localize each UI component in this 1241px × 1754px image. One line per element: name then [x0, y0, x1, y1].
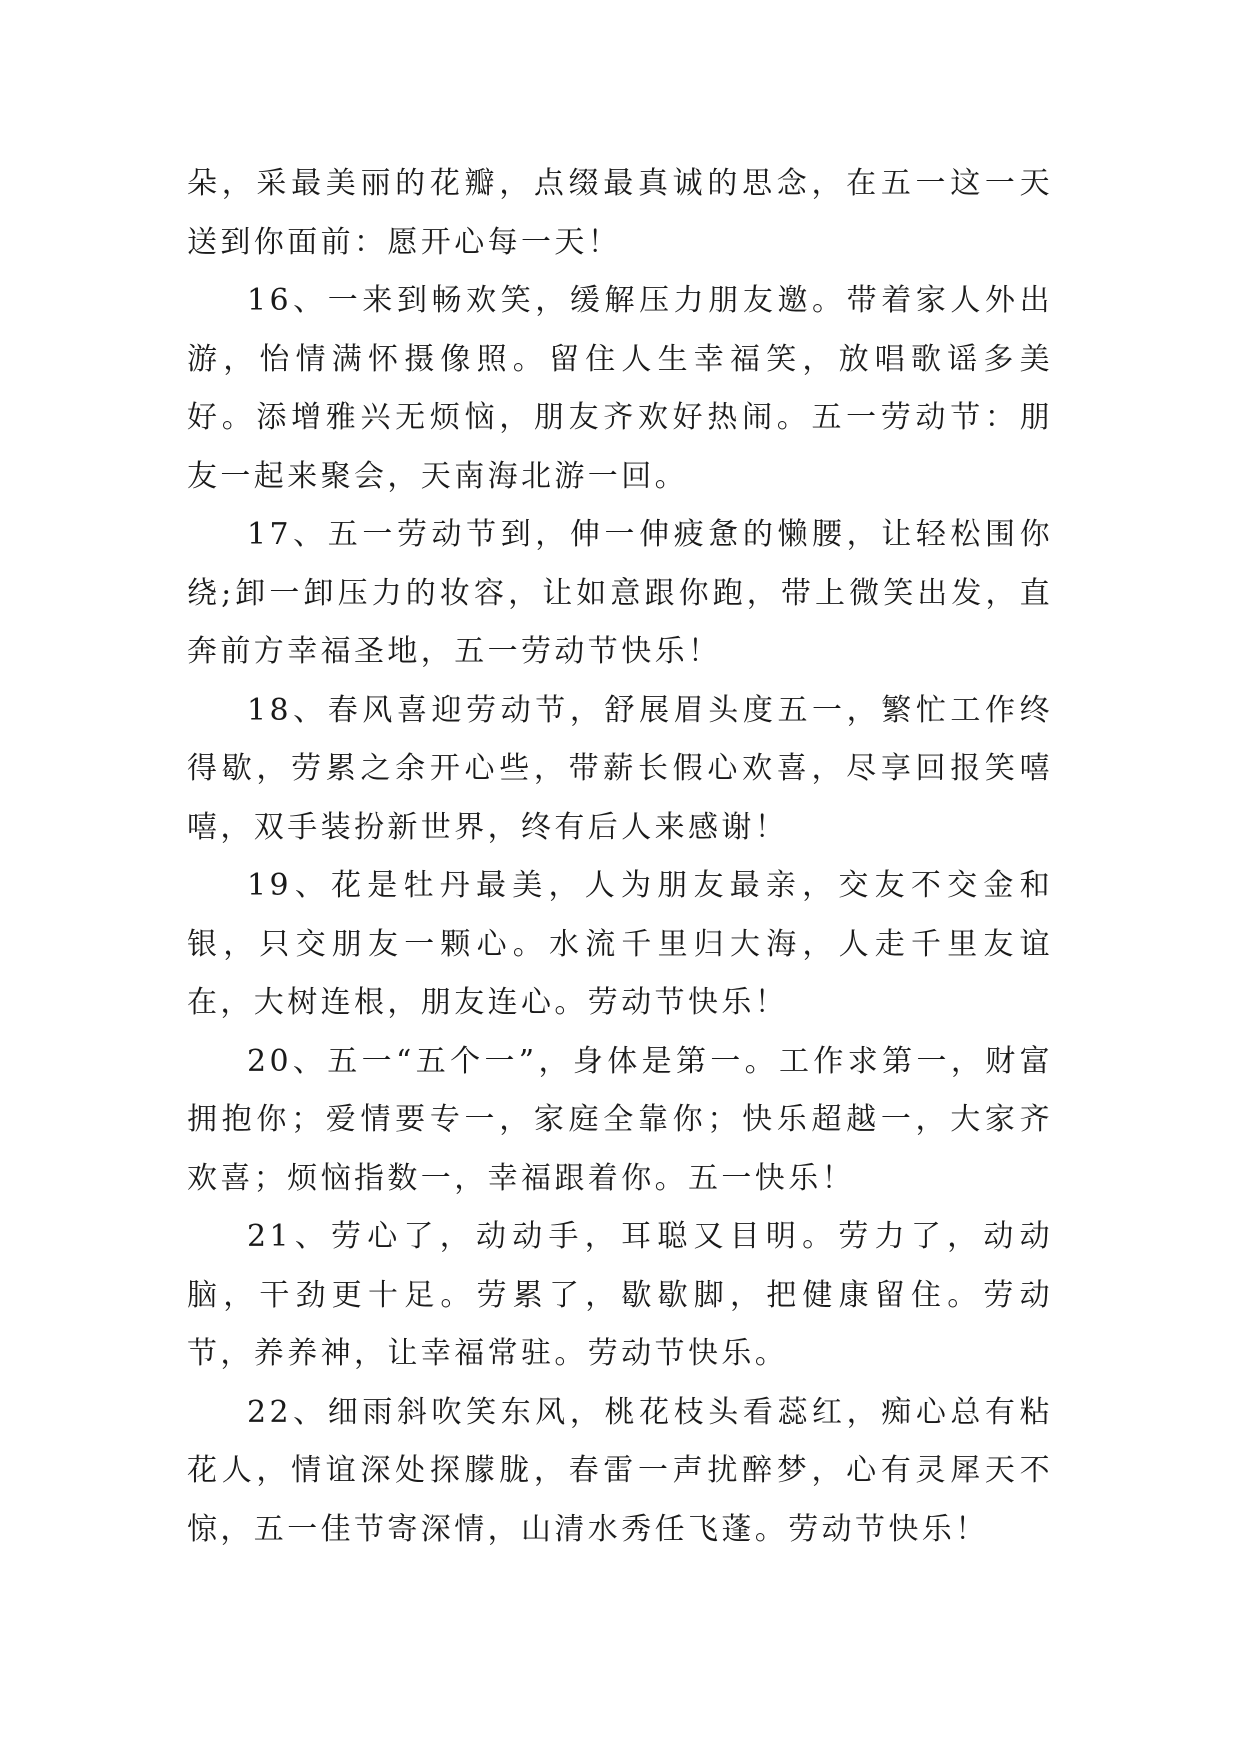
paragraph-18: 18、春风喜迎劳动节，舒展眉头度五一，繁忙工作终得歇，劳累之余开心些，带薪长假心欢喜，尽享回报笑嘻嘻，双手装扮新世界，终有后人来感谢！ — [187, 692, 1053, 845]
paragraph-22: 22、细雨斜吹笑东风，桃花枝头看蕊红，痴心总有粘花人，情谊深处探朦胧，春雷一声扰醉梦，心有灵犀天不惊，五一佳节寄深情，山清水秀任飞蓬。劳动节快乐！ — [187, 1394, 1053, 1547]
paragraph-19: 19、花是牡丹最美，人为朋友最亲，交友不交金和银，只交朋友一颗心。水流千里归大海，人走千里友谊在，大树连根，朋友连心。劳动节快乐！ — [187, 868, 1053, 1020]
paragraph-continuation: 朵，采最美丽的花瓣，点缀最真诚的思念，在五一这一天送到你面前：愿开心每一天！ — [187, 166, 1053, 260]
paragraph-17: 17、五一劳动节到，伸一伸疲惫的懒腰，让轻松围你绕;卸一卸压力的妆容，让如意跟你跑，带上微笑出发，直奔前方幸福圣地，五一劳动节快乐！ — [187, 517, 1053, 669]
document-body — [187, 155, 1053, 1559]
paragraph-21: 21、劳心了，动动手，耳聪又目明。劳力了，动动脑，干劲更十足。劳累了，歇歇脚，把健康留住。劳动节，养养神，让幸福常驻。劳动节快乐。 — [187, 1219, 1053, 1371]
paragraph-16: 16、一来到畅欢笑，缓解压力朋友邀。带着家人外出游，怡情满怀摄像照。留住人生幸福笑，放唱歌谣多美好。添增雅兴无烦恼，朋友齐欢好热闹。五一劳动节：朋友一起来聚会，天南海北游一回。 — [187, 283, 1053, 494]
paragraph-20: 20、五一“五个一”，身体是第一。工作求第一，财富拥抱你；爱情要专一，家庭全靠你；快乐超越一，大家齐欢喜；烦恼指数一，幸福跟着你。五一快乐！ — [187, 1043, 1053, 1196]
